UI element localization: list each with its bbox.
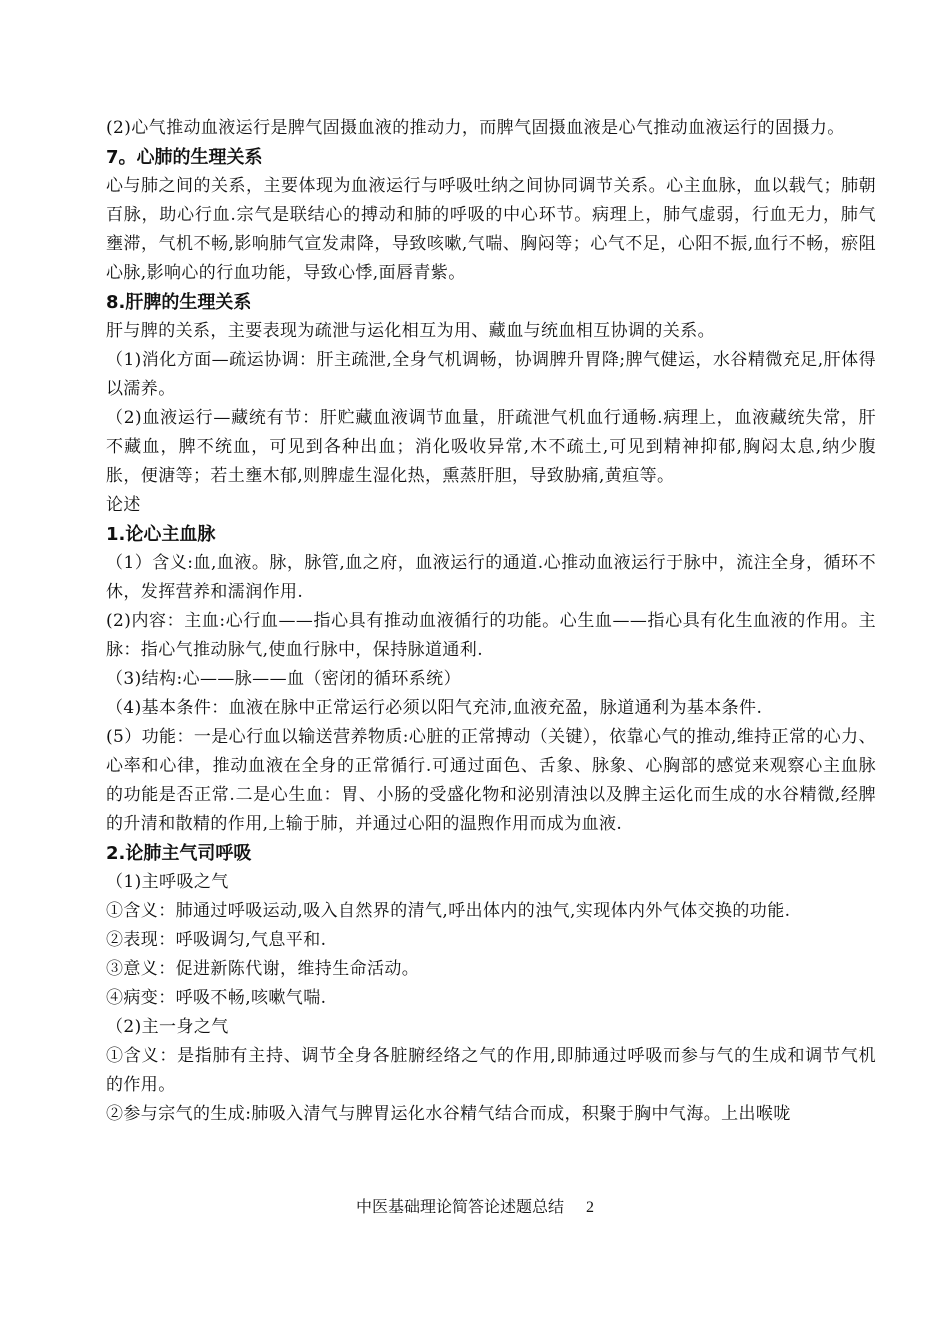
paragraph: （3)结构:心——脉——血（密闭的循环系统） [106,669,461,689]
footer-title: 中医基础理论简答论述题总结 [355,1199,564,1216]
paragraph: ①含义：肺通过呼吸运动,吸入自然界的清气,呼出体内的浊气,实现体内外气体交换的功能. [106,901,791,921]
paragraph: （1)主呼吸之气 [106,872,229,892]
paragraph: ④病变：呼吸不畅,咳嗽气喘. [106,988,327,1008]
paragraph: 论述 [106,495,141,515]
paragraph: (5）功能：一是心行血以输送营养物质:心脏的正常搏动（关键），依靠心气的推动,维持正常的心力、心率和心律，推动血液在全身的正常循行.可通过面色、舌象、脉象、心胸部的感觉来观察心主血脉的功能是否正常.二是心生血：胃、小肠的受盛化物和泌别清浊以及脾主运化而生成的水谷精微,经脾的升清和散精的作用,上输于肺，并通过心阳的温煦作用而成为血液. [106,727,876,834]
paragraph: （1）含义:血,血液。脉，脉管,血之府，血液运行的通道.心推动血液运行于脉中，流注全身，循环不休，发挥营养和濡润作用. [106,553,876,602]
paragraph: 肝与脾的关系，主要表现为疏泄与运化相互为用、藏血与统血相互协调的关系。 [106,321,715,341]
page-number: 2 [586,1199,594,1216]
paragraph: ①含义：是指肺有主持、调节全身各脏腑经络之气的作用,即肺通过呼吸而参与气的生成和调节气机的作用。 [106,1046,876,1095]
section-heading: 8.肝脾的生理关系 [106,292,252,313]
paragraph: (2)内容：主血:心行血——指心具有推动血液循行的功能。心生血——指心具有化生血液的作用。主脉：指心气推动脉气,使血行脉中，保持脉道通利. [106,611,876,660]
page-footer [0,1194,950,1217]
paragraph: （1)消化方面—疏运协调：肝主疏泄,全身气机调畅，协调脾升胃降;脾气健运，水谷精微充足,肝体得以濡养。 [106,350,876,399]
paragraph: ②参与宗气的生成:肺吸入清气与脾胃运化水谷精气结合而成，积聚于胸中气海。上出喉咙 [106,1104,791,1124]
section-heading: 1.论心主血脉 [106,524,216,545]
paragraph: （2)主一身之气 [106,1017,229,1037]
page-content [106,114,876,1129]
paragraph: ②表现：呼吸调匀,气息平和. [106,930,327,950]
section-heading: 2.论肺主气司呼吸 [106,843,252,864]
paragraph: （2)血液运行—藏统有节：肝贮藏血液调节血量，肝疏泄气机血行通畅.病理上，血液藏统失常，肝不藏血，脾不统血，可见到各种出血；消化吸收异常,木不疏土,可见到精神抑郁,胸闷太息,纳少腹胀，便溏等；若土壅木郁,则脾虚生湿化热，熏蒸肝胆，导致胁痛,黄疸等。 [106,408,876,486]
section-heading: 7。心肺的生理关系 [106,147,263,168]
paragraph: 心与肺之间的关系，主要体现为血液运行与呼吸吐纳之间协同调节关系。心主血脉，血以载气；肺朝百脉，助心行血.宗气是联结心的搏动和肺的呼吸的中心环节。病理上，肺气虚弱，行血无力，肺气壅滞，气机不畅,影响肺气宣发肃降，导致咳嗽,气喘、胸闷等；心气不足，心阳不振,血行不畅，瘀阻心脉,影响心的行血功能，导致心悸,面唇青紫。 [106,176,876,283]
paragraph: ③意义：促进新陈代谢，维持生命活动。 [106,959,420,979]
paragraph: （4)基本条件：血液在脉中正常运行必须以阳气充沛,血液充盈，脉道通利为基本条件. [106,698,763,718]
paragraph: (2)心气推动血液运行是脾气固摄血液的推动力，而脾气固摄血液是心气推动血液运行的固摄力。 [106,118,845,138]
